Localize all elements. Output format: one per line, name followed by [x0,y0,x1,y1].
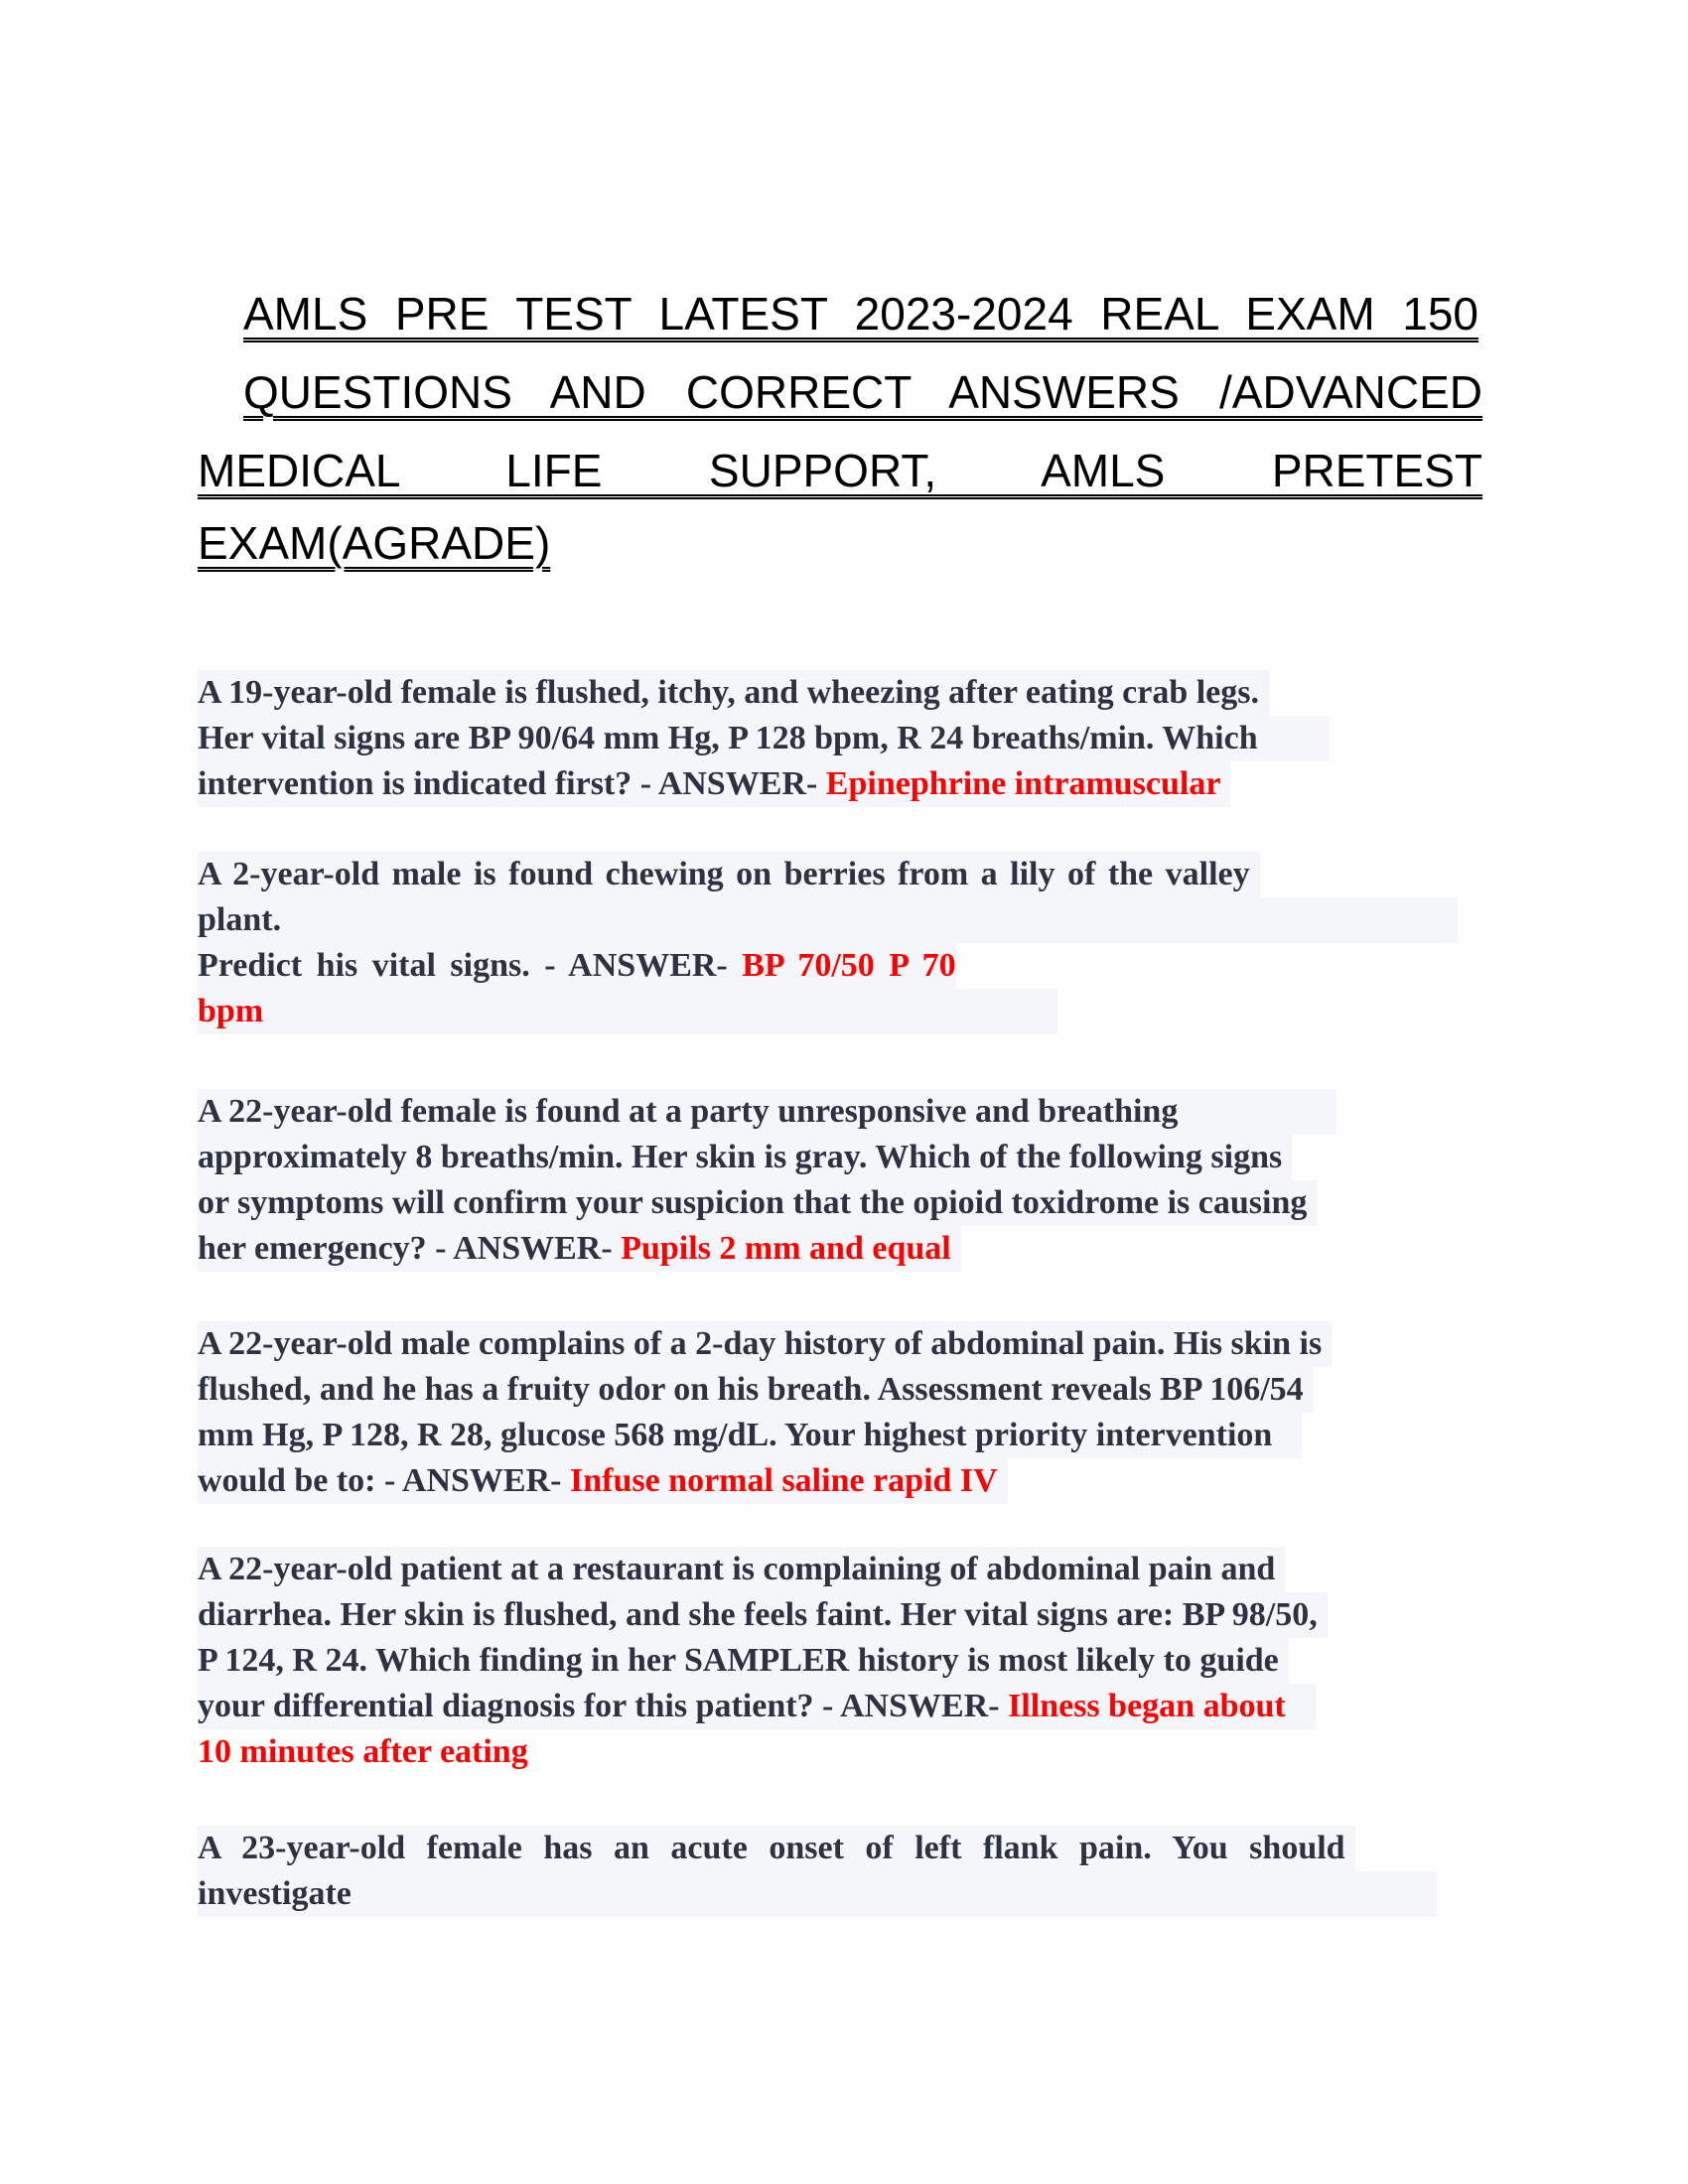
question-text: plant. [198,897,1458,943]
question-5 [198,1547,1328,1775]
title-line: MEDICAL LIFE SUPPORT, AMLS PRETEST [198,445,1482,496]
answer-text: Pupils 2 mm and equal [621,1230,951,1267]
question-text: A 22-year-old patient at a restaurant is complaining of abdominal pain and [198,1547,1285,1592]
question-text [198,1226,961,1272]
title-line: QUESTIONS AND CORRECT ANSWERS /ADVANCED [243,366,1482,418]
title-line: EXAM(AGRADE) [198,517,551,569]
question-text: A 23-year-old female has an acute onset of left flank pain. You should [198,1826,1355,1871]
question-text [198,1684,1316,1729]
question-text-segment: would be to: - ANSWER- [198,1462,570,1499]
question-text: or symptoms will confirm your suspicion that the opioid toxidrome is causing [198,1180,1317,1226]
title-line: AMLS PRE TEST LATEST 2023-2024 REAL EXAM 150 [243,288,1478,340]
question-2 [198,852,1458,1034]
question-text: diarrhea. Her skin is flushed, and she feels faint. Her vital signs are: BP 98/50, [198,1592,1328,1638]
answer-text: Epinephrine intramuscular [825,765,1221,802]
question-text: A 22-year-old male complains of a 2-day history of abdominal pain. His skin is [198,1321,1332,1367]
answer-text: 10 minutes after eating [198,1733,528,1770]
question-text [198,943,956,989]
question-text: investigate [198,1871,1437,1917]
question-text: approximately 8 breaths/min. Her skin is gray. Which of the following signs [198,1135,1292,1180]
answer-text: BP 70/50 P 70 [742,947,956,984]
question-text: Her vital signs are BP 90/64 mm Hg, P 128 bpm, R 24 breaths/min. Which [198,716,1330,761]
question-text: flushed, and he has a fruity odor on his breath. Assessment reveals BP 106/54 [198,1367,1314,1413]
question-3 [198,1089,1336,1272]
question-text-segment: Predict his vital signs. - ANSWER- [198,947,743,984]
question-text: mm Hg, P 128, R 28, glucose 568 mg/dL. Your highest priority intervention [198,1413,1302,1458]
question-6 [198,1826,1437,1917]
question-text: A 22-year-old female is found at a party unresponsive and breathing [198,1089,1336,1135]
question-text-segment: your differential diagnosis for this patient? - ANSWER- [198,1688,1009,1724]
question-text: A 19-year-old female is flushed, itchy, and wheezing after eating crab legs. [198,670,1269,716]
question-text-segment: intervention is indicated first? - ANSWER- [198,765,826,802]
question-text [198,761,1230,807]
answer-text: Illness began about [1008,1688,1286,1724]
question-text: P 124, R 24. Which finding in her SAMPLER history is most likely to guide [198,1638,1289,1684]
question-4 [198,1321,1332,1504]
answer-text: Infuse normal saline rapid IV [569,1462,998,1499]
answer-text: bpm [198,989,1057,1034]
question-text: A 2-year-old male is found chewing on berries from a lily of the valley [198,852,1260,897]
question-text-segment: her emergency? - ANSWER- [198,1230,622,1267]
question-text [198,1458,1008,1504]
question-1 [198,670,1330,807]
